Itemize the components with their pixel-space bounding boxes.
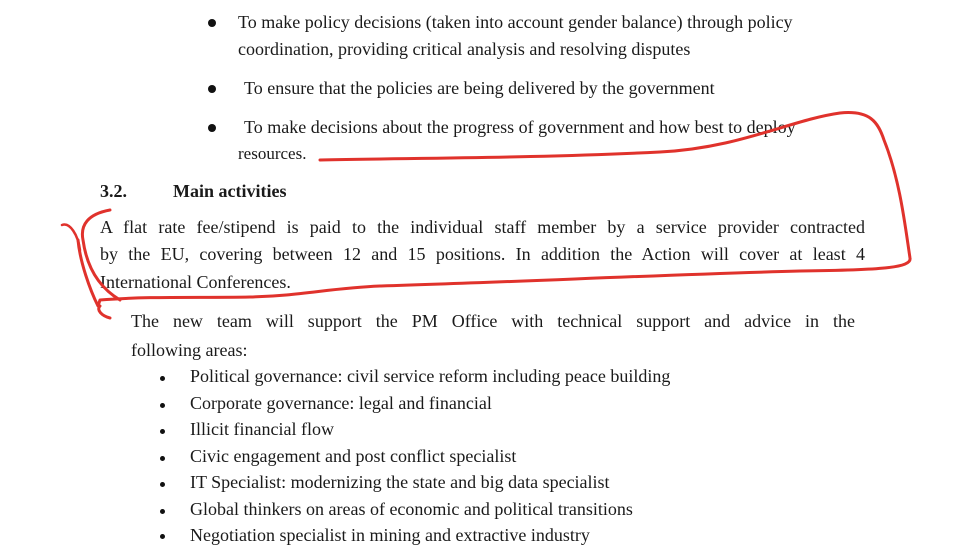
bullet-text: To make decisions about the progress of government and how best to deploy bbox=[244, 117, 796, 137]
paragraph-line: The new team will support the PM Office with technical support and advice in the bbox=[131, 311, 855, 331]
area-item: Illicit financial flow bbox=[190, 419, 334, 439]
bullet-dot bbox=[160, 429, 165, 434]
paragraph-line: International Conferences. bbox=[100, 272, 291, 292]
bullet-dot bbox=[160, 376, 165, 381]
area-item: Political governance: civil service reform including peace building bbox=[190, 366, 671, 386]
bullet-dot bbox=[160, 482, 165, 487]
paragraph-line: following areas: bbox=[131, 340, 248, 360]
bullet-text: resources. bbox=[238, 144, 307, 163]
bullet-text: To make policy decisions (taken into account gender balance) through policy bbox=[238, 12, 793, 32]
bullet-dot bbox=[160, 456, 165, 461]
bullet-dot bbox=[160, 403, 165, 408]
bullet-text: coordination, providing critical analysis and resolving disputes bbox=[238, 39, 691, 59]
bullet-dot bbox=[208, 124, 216, 132]
bullet-dot bbox=[208, 85, 216, 93]
section-title: Main activities bbox=[173, 181, 287, 201]
area-item: IT Specialist: modernizing the state and big data specialist bbox=[190, 472, 610, 492]
paragraph-line: by the EU, covering between 12 and 15 positions. In addition the Action will cover at least 4 bbox=[100, 244, 865, 264]
area-item: Corporate governance: legal and financial bbox=[190, 393, 492, 413]
bullet-dot bbox=[208, 19, 216, 27]
bullet-dot bbox=[160, 509, 165, 514]
bullet-dot bbox=[160, 534, 165, 539]
area-item: Negotiation specialist in mining and extractive industry bbox=[190, 525, 590, 545]
paragraph-line: A flat rate fee/stipend is paid to the individual staff member by a service provider contracted bbox=[100, 217, 865, 237]
area-item: Global thinkers on areas of economic and political transitions bbox=[190, 499, 633, 519]
section-number: 3.2. bbox=[100, 181, 127, 201]
bullet-text: To ensure that the policies are being delivered by the government bbox=[244, 78, 715, 98]
area-item: Civic engagement and post conflict specialist bbox=[190, 446, 517, 466]
